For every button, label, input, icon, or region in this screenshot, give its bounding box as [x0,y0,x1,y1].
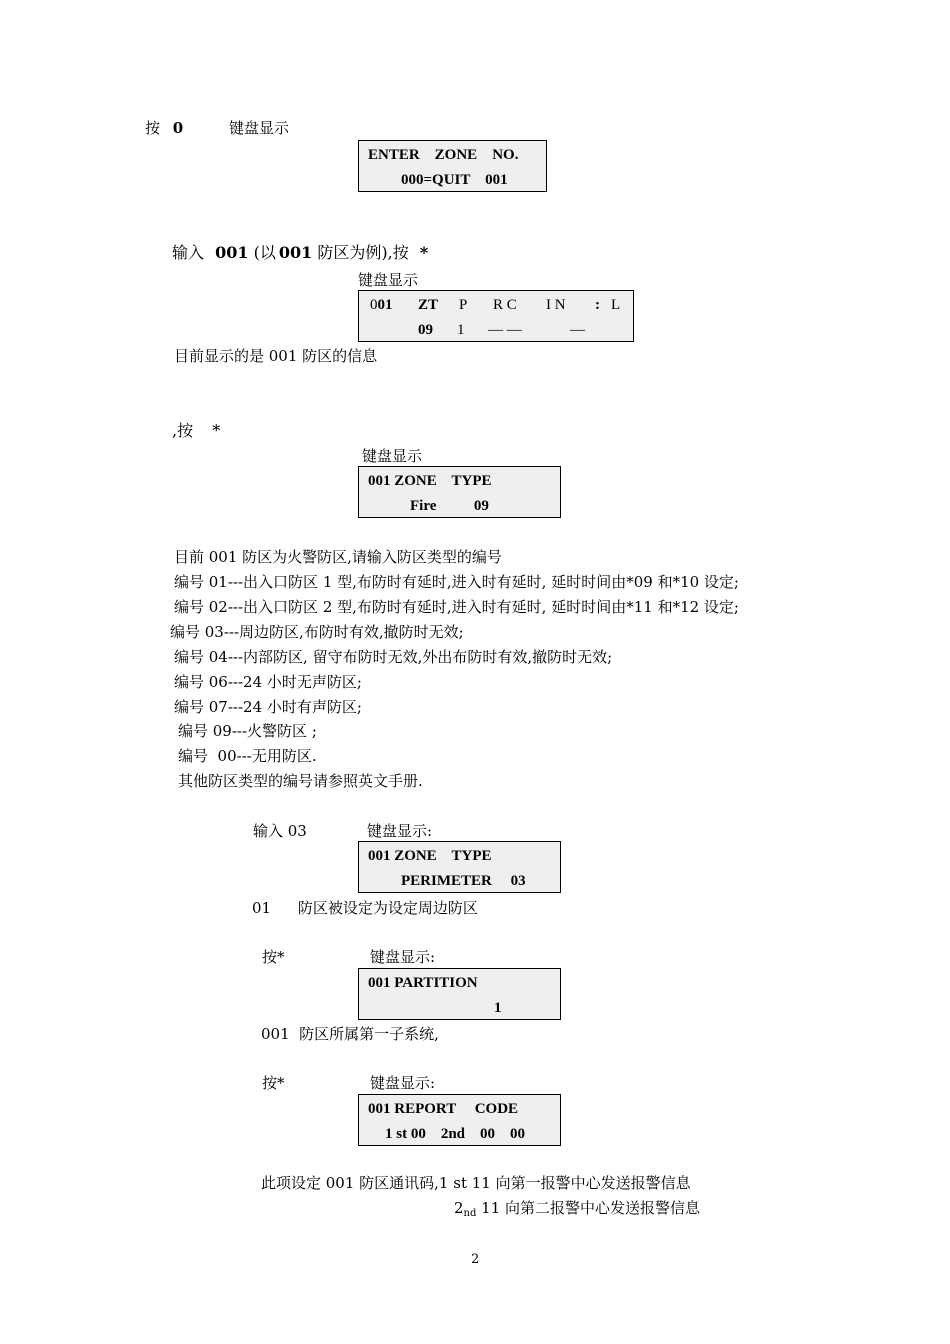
zone-type-line: 其他防区类型的编号请参照英文手册. [178,772,423,790]
step6-press: 按* [262,1074,285,1092]
text: 防区为例), [317,243,393,262]
zone-type-line: 编号 09---火警防区 ; [178,722,317,740]
lcd-line-1: 001 ZONE TYPE [368,848,492,864]
text: 2 [454,1199,464,1217]
lcd-line-2: 000=QUIT 001 [401,172,508,188]
lcd-display-partition [358,968,561,1020]
lcd-text: : [595,297,600,313]
lcd-line-2: PERIMETER 03 [401,873,526,889]
step2-note: 目前显示的是 001 防区的信息 [174,347,378,365]
key-text: 0 [172,119,184,137]
lcd-line-1: 001 ZONE TYPE [368,473,492,489]
lcd-line-2: 1 st 00 2nd 00 00 [385,1126,526,1142]
text: 按 [392,243,409,262]
step5-display-label: 键盘显示: [370,948,436,966]
zone-type-line: 编号 03---周边防区,布防时有效,撤防时无效; [170,623,464,641]
lcd-line-1 [370,295,393,315]
step3-display-label: 键盘显示 [362,447,423,465]
step6-note-line-2 [454,1198,700,1224]
lcd-text: L [611,297,621,313]
text: nd [463,1208,477,1219]
step4-note [252,898,478,918]
text: 001 [278,243,313,262]
step6-note-line-1: 此项设定 001 防区通讯码,1 st 11 向第一报警中心发送报警信息 [261,1174,691,1192]
step5-press: 按* [262,948,285,966]
page-number: 2 [471,1252,480,1267]
step4-display-label: 键盘显示: [367,822,433,840]
lcd-display-enter-zone [358,140,547,192]
lcd-text: 0 [370,297,378,313]
zone-type-line: 编号 01---出入口防区 1 型,布防时有延时,进入时有延时, 延时时间由*09 和*10 设定; [174,573,739,591]
lcd-line-1: 001 REPORT CODE [368,1101,519,1117]
lcd-text: — — [488,322,522,338]
zone-type-line: 编号 00---无用防区. [178,747,317,765]
lcd-display-report-code [358,1094,561,1146]
lcd-display-zone-type-perimeter [358,841,561,893]
step1-display-label: 键盘显示 [229,119,290,137]
lcd-line-2: Fire 09 [410,498,489,514]
step2-instruction [172,243,428,263]
lcd-line-1: ENTER ZONE NO. [368,147,519,163]
lcd-text: I N [546,297,566,313]
text: (以 [253,243,276,262]
step5-note: 001 防区所属第一子系统, [261,1025,439,1043]
text: 防区被设定为设定周边防区 [297,899,478,917]
text: 01 [252,899,272,917]
text: * [419,243,429,262]
text: 11 向第二报警中心发送报警信息 [476,1199,701,1217]
lcd-display-zone-info [358,290,634,342]
lcd-display-zone-type-fire [358,466,561,518]
lcd-line-2: 1 [494,1000,502,1016]
text: ,按 [172,421,194,440]
step6-display-label: 键盘显示: [370,1074,436,1092]
lcd-text: 01 [377,297,393,313]
lcd-text: ZT [418,297,439,313]
step2-display-label: 键盘显示 [358,271,419,289]
zone-type-line: 编号 06---24 小时无声防区; [174,673,362,691]
step4-input: 输入 03 [253,822,307,840]
zone-type-line: 编号 02---出入口防区 2 型,布防时有延时,进入时有延时, 延时时间由*11 和*12 设定; [174,598,739,616]
zone-type-line: 目前 001 防区为火警防区,请输入防区类型的编号 [174,548,502,566]
lcd-text: P [459,297,468,313]
step1-press [145,118,183,138]
step3-press [172,421,220,441]
lcd-text: — [570,322,585,338]
text: 001 [215,243,249,262]
zone-type-line: 编号 07---24 小时有声防区; [174,698,362,716]
zone-type-line: 编号 04---内部防区, 留守布防时无效,外出布防时有效,撤防时无效; [174,648,613,666]
text: * [212,421,221,440]
text: 输入 [172,243,205,262]
press-text: 按 [145,119,161,137]
lcd-text: R C [493,297,517,313]
lcd-line-1: 001 PARTITION [368,975,478,991]
lcd-text: 09 [418,322,433,338]
lcd-text: 1 [457,322,465,338]
